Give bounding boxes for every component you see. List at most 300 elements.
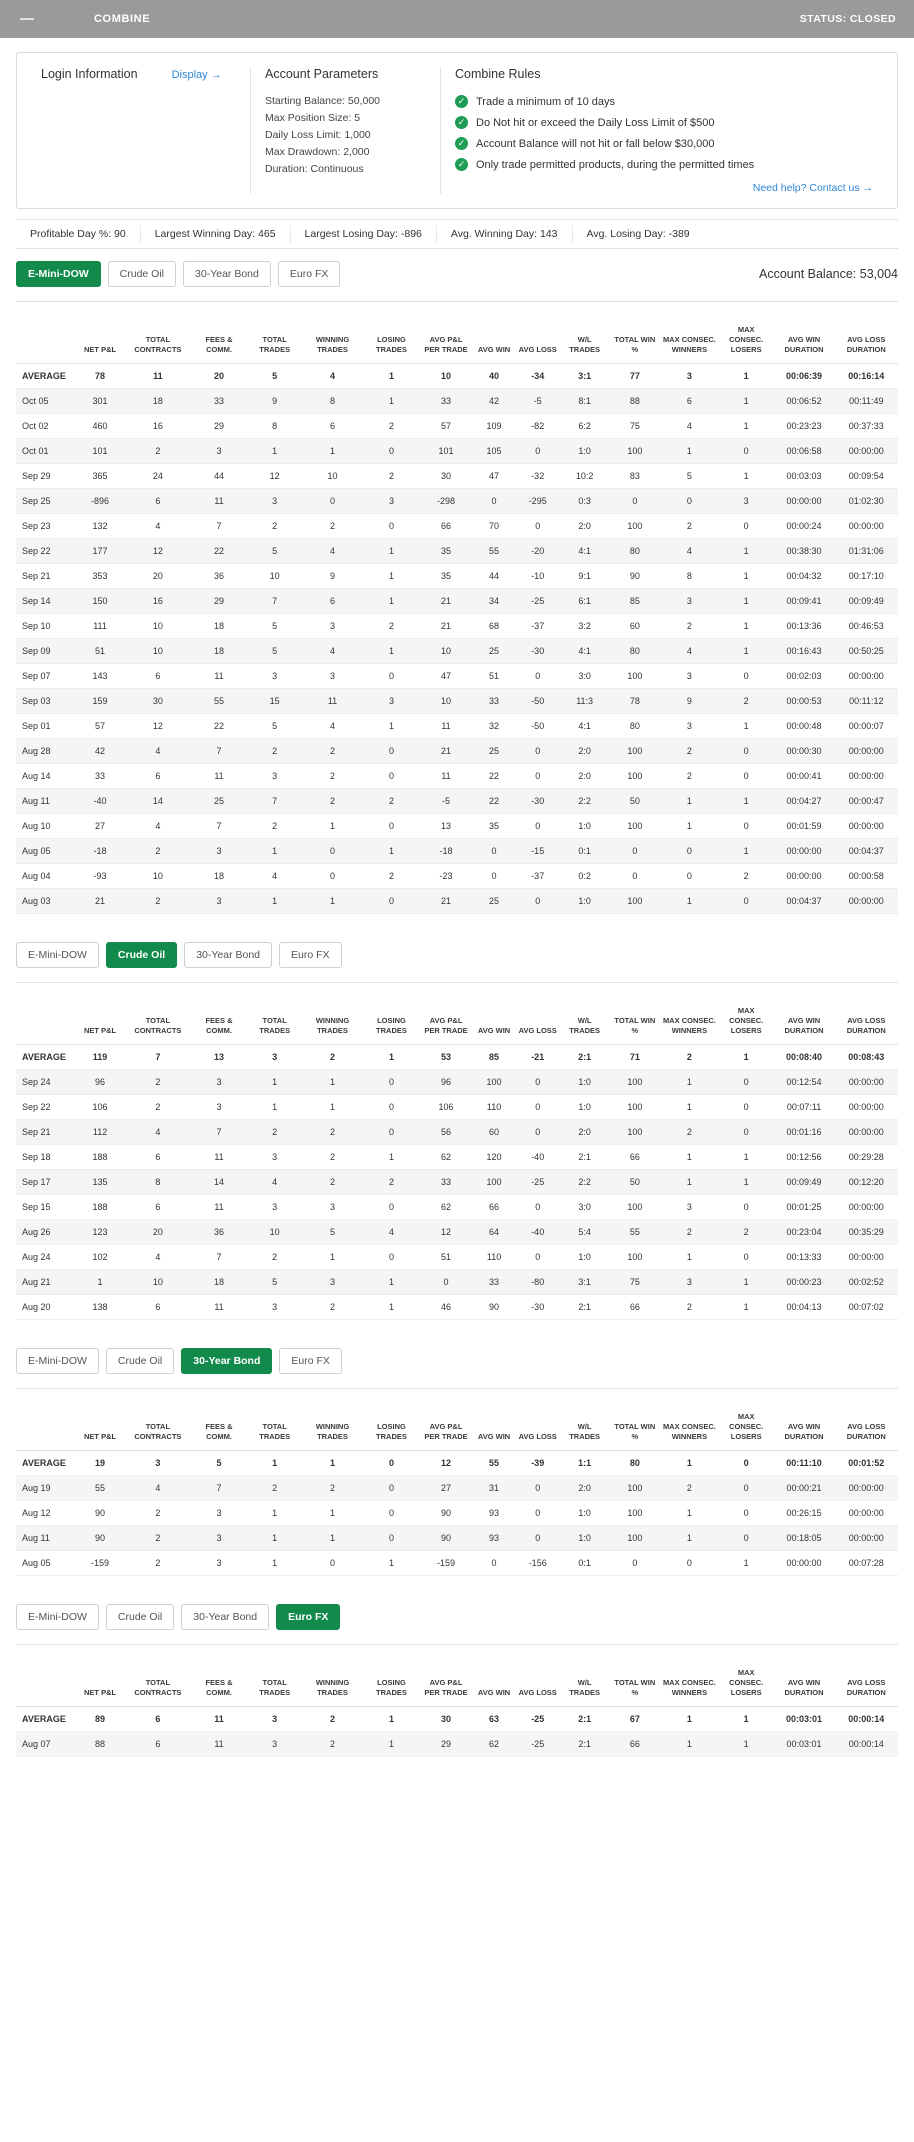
row-label: Aug 05 — [16, 839, 75, 864]
product-tab-row — [16, 1604, 898, 1630]
tab-euro-fx[interactable]: Euro FX — [279, 942, 342, 968]
table-cell: 00:04:27 — [773, 789, 834, 814]
table-cell: 18 — [191, 639, 248, 664]
table-cell: 85 — [610, 589, 660, 614]
table-cell: 83 — [610, 464, 660, 489]
tab-e-mini-dow[interactable]: E-Mini-DOW — [16, 261, 101, 287]
table-cell: 11 — [191, 489, 248, 514]
column-header: NET P&L — [75, 983, 125, 1045]
table-row — [16, 814, 898, 839]
table-cell: 10:2 — [560, 464, 610, 489]
table-cell: 90 — [75, 1526, 125, 1551]
tab-crude-oil[interactable]: Crude Oil — [108, 261, 176, 287]
table-cell: 66 — [420, 514, 472, 539]
table-cell: 0 — [610, 489, 660, 514]
table-cell: 01:31:06 — [835, 539, 898, 564]
column-header: TOTAL CONTRACTS — [125, 1645, 190, 1707]
table-cell: 31 — [472, 1476, 516, 1501]
table-cell: 0 — [363, 1451, 420, 1476]
table-cell: 1 — [660, 814, 719, 839]
table-row — [16, 489, 898, 514]
table-cell: 00:00:14 — [835, 1707, 898, 1732]
table-cell: 100 — [610, 1195, 660, 1220]
table-cell: 1 — [363, 639, 420, 664]
table-cell: 00:07:02 — [835, 1295, 898, 1320]
table-row — [16, 564, 898, 589]
table-cell: 00:16:43 — [773, 639, 834, 664]
table-cell: 44 — [472, 564, 516, 589]
table-cell: 1 — [719, 539, 774, 564]
table-cell: 3 — [191, 839, 248, 864]
tab-euro-fx[interactable]: Euro FX — [279, 1348, 342, 1374]
table-cell: 7 — [247, 589, 302, 614]
table-cell: 123 — [75, 1220, 125, 1245]
column-header: TOTAL TRADES — [247, 983, 302, 1045]
table-cell: 6 — [125, 1707, 190, 1732]
table-cell: 10 — [125, 639, 190, 664]
table-cell: 110 — [472, 1095, 516, 1120]
table-cell: 2 — [719, 1220, 774, 1245]
row-label: Oct 05 — [16, 389, 75, 414]
table-cell: 00:00:00 — [835, 664, 898, 689]
table-cell: 0:3 — [560, 489, 610, 514]
row-label: Sep 23 — [16, 514, 75, 539]
table-cell: 101 — [420, 439, 472, 464]
table-cell: 4 — [125, 1245, 190, 1270]
column-header: NET P&L — [75, 1645, 125, 1707]
column-header: WINNING TRADES — [302, 983, 363, 1045]
table-cell: 7 — [191, 514, 248, 539]
table-cell: 22 — [472, 789, 516, 814]
table-cell: -159 — [420, 1551, 472, 1576]
table-cell: 12 — [420, 1220, 472, 1245]
column-header: TOTAL WIN % — [610, 983, 660, 1045]
table-cell: -34 — [516, 364, 560, 389]
display-link[interactable]: Display → — [171, 69, 222, 81]
table-cell: 10 — [420, 364, 472, 389]
tab-e-mini-dow[interactable]: E-Mini-DOW — [16, 942, 99, 968]
table-cell: 0 — [302, 489, 363, 514]
table-cell: 12 — [125, 539, 190, 564]
table-cell: -18 — [75, 839, 125, 864]
rule-text: Only trade permitted products, during the permitted times — [476, 159, 755, 171]
table-cell: 00:00:53 — [773, 689, 834, 714]
table-cell: -30 — [516, 789, 560, 814]
table-row — [16, 1095, 898, 1120]
table-cell: 6 — [125, 1732, 190, 1757]
table-cell: 0 — [472, 1551, 516, 1576]
table-cell: 5 — [302, 1220, 363, 1245]
table-cell: 0 — [516, 889, 560, 914]
table-cell: 00:03:03 — [773, 464, 834, 489]
table-cell: -10 — [516, 564, 560, 589]
table-cell: 1 — [660, 1070, 719, 1095]
table-cell: 100 — [610, 514, 660, 539]
account-parameters-column — [251, 67, 441, 194]
table-cell: -5 — [516, 389, 560, 414]
page-title: COMBINE — [94, 13, 151, 25]
table-cell: 30 — [420, 464, 472, 489]
row-label: Aug 07 — [16, 1732, 75, 1757]
table-cell: 20 — [125, 1220, 190, 1245]
table-row — [16, 764, 898, 789]
table-row — [16, 1120, 898, 1145]
table-cell: 00:01:25 — [773, 1195, 834, 1220]
table-cell: 00:06:52 — [773, 389, 834, 414]
table-cell: 13 — [420, 814, 472, 839]
contact-us-link[interactable]: Need help? Contact us → — [752, 182, 873, 194]
account-parameter-line: Max Drawdown: 2,000 — [265, 146, 370, 158]
table-cell: 150 — [75, 589, 125, 614]
table-cell: 100 — [610, 1476, 660, 1501]
table-cell: 5 — [247, 1270, 302, 1295]
table-row — [16, 714, 898, 739]
table-cell: 4 — [125, 739, 190, 764]
table-cell: 177 — [75, 539, 125, 564]
table-cell: 0 — [719, 1245, 774, 1270]
table-cell: 2:0 — [560, 764, 610, 789]
table-cell: 3 — [247, 1707, 302, 1732]
table-cell: 1:0 — [560, 1245, 610, 1270]
table-cell: 55 — [610, 1220, 660, 1245]
table-cell: 18 — [125, 389, 190, 414]
rule-item — [455, 135, 873, 153]
table-cell: 0 — [719, 1526, 774, 1551]
table-cell: 2 — [660, 1220, 719, 1245]
table-cell: 55 — [472, 539, 516, 564]
table-cell: 1 — [302, 1501, 363, 1526]
table-cell: 21 — [420, 889, 472, 914]
column-header: TOTAL WIN % — [610, 302, 660, 364]
table-row — [16, 1145, 898, 1170]
table-cell: 138 — [75, 1295, 125, 1320]
tab-e-mini-dow[interactable]: E-Mini-DOW — [16, 1604, 99, 1630]
table-cell: 7 — [191, 814, 248, 839]
table-cell: 11 — [191, 1732, 248, 1757]
column-header: W/L TRADES — [560, 302, 610, 364]
table-cell: 00:03:01 — [773, 1707, 834, 1732]
stat-avg-winning-day: Avg. Winning Day: 143 — [437, 225, 573, 243]
table-cell: 110 — [472, 1245, 516, 1270]
table-cell: 0 — [516, 1070, 560, 1095]
row-label: Aug 12 — [16, 1501, 75, 1526]
row-label: Sep 14 — [16, 589, 75, 614]
column-header: AVG WIN DURATION — [773, 983, 834, 1045]
check-circle-icon: ✓ — [455, 158, 468, 171]
table-cell: 3 — [191, 439, 248, 464]
table-cell: 1 — [660, 1526, 719, 1551]
table-cell: 1 — [247, 889, 302, 914]
table-cell: 1 — [302, 439, 363, 464]
table-cell: 0 — [719, 1195, 774, 1220]
table-cell: 0 — [363, 739, 420, 764]
table-cell: 90 — [420, 1501, 472, 1526]
table-cell: 2 — [302, 1170, 363, 1195]
table-cell: 100 — [610, 814, 660, 839]
column-header: AVG LOSS — [516, 302, 560, 364]
table-cell: 1 — [719, 389, 774, 414]
combine-rules-column — [441, 67, 887, 194]
table-cell: 00:04:32 — [773, 564, 834, 589]
column-header: FEES & COMM. — [191, 1389, 248, 1451]
table-cell: 75 — [610, 414, 660, 439]
row-label: Sep 10 — [16, 614, 75, 639]
summary-stats-strip — [16, 219, 898, 249]
table-cell: 56 — [420, 1120, 472, 1145]
table-cell: 3 — [363, 689, 420, 714]
table-cell: 1 — [363, 539, 420, 564]
row-label: Sep 29 — [16, 464, 75, 489]
table-cell: 119 — [75, 1045, 125, 1070]
table-cell: 2 — [660, 1045, 719, 1070]
table-cell: 1 — [247, 1551, 302, 1576]
table-cell: 132 — [75, 514, 125, 539]
table-cell: 2 — [125, 1070, 190, 1095]
tab-e-mini-dow[interactable]: E-Mini-DOW — [16, 1348, 99, 1374]
table-cell: 00:02:03 — [773, 664, 834, 689]
table-cell: 100 — [472, 1070, 516, 1095]
tab-crude-oil[interactable]: Crude Oil — [106, 1348, 174, 1374]
table-cell: 30 — [125, 689, 190, 714]
column-header: FEES & COMM. — [191, 983, 248, 1045]
account-balance: Account Balance: 53,004 — [759, 267, 898, 281]
column-header: AVG WIN DURATION — [773, 1645, 834, 1707]
table-cell: 11 — [420, 764, 472, 789]
column-header: LOSING TRADES — [363, 1389, 420, 1451]
table-cell: 66 — [610, 1145, 660, 1170]
column-header: TOTAL WIN % — [610, 1645, 660, 1707]
column-header: AVG P&L PER TRADE — [420, 1645, 472, 1707]
table-cell: 00:01:16 — [773, 1120, 834, 1145]
table-cell: 1 — [363, 1295, 420, 1320]
table-cell: 16 — [125, 589, 190, 614]
table-cell: 2 — [125, 1095, 190, 1120]
table-row — [16, 389, 898, 414]
table-cell: 15 — [247, 689, 302, 714]
column-header — [16, 1645, 75, 1707]
table-cell: 6:2 — [560, 414, 610, 439]
table-cell: 1:0 — [560, 1070, 610, 1095]
table-cell: 29 — [191, 589, 248, 614]
table-cell: 3 — [247, 764, 302, 789]
table-cell: 5:4 — [560, 1220, 610, 1245]
table-row — [16, 1245, 898, 1270]
table-cell: 00:13:36 — [773, 614, 834, 639]
column-header: AVG LOSS DURATION — [835, 1389, 898, 1451]
table-row-average — [16, 1707, 898, 1732]
table-cell: 8:1 — [560, 389, 610, 414]
table-cell: 88 — [75, 1732, 125, 1757]
table-cell: 10 — [247, 1220, 302, 1245]
tab-30-year-bond[interactable]: 30-Year Bond — [183, 261, 271, 287]
table-cell: 00:23:04 — [773, 1220, 834, 1245]
table-cell: 100 — [610, 439, 660, 464]
table-cell: 2:1 — [560, 1295, 610, 1320]
table-cell: 00:26:15 — [773, 1501, 834, 1526]
table-cell: 50 — [610, 789, 660, 814]
table-cell: 3 — [247, 489, 302, 514]
table-cell: 2 — [125, 1526, 190, 1551]
table-cell: 109 — [472, 414, 516, 439]
table-cell: 00:00:00 — [835, 1476, 898, 1501]
table-cell: 19 — [75, 1451, 125, 1476]
column-header: TOTAL TRADES — [247, 302, 302, 364]
check-circle-icon: ✓ — [455, 137, 468, 150]
table-cell: -23 — [420, 864, 472, 889]
table-cell: 57 — [75, 714, 125, 739]
column-header: W/L TRADES — [560, 1645, 610, 1707]
table-cell: 2 — [363, 1170, 420, 1195]
table-cell: 1 — [719, 1732, 774, 1757]
table-cell: 3 — [191, 1095, 248, 1120]
table-cell: 00:00:48 — [773, 714, 834, 739]
tab-30-year-bond[interactable]: 30-Year Bond — [181, 1604, 269, 1630]
table-row-average — [16, 1045, 898, 1070]
row-label: Sep 22 — [16, 539, 75, 564]
table-cell: -295 — [516, 489, 560, 514]
table-cell: 16 — [125, 414, 190, 439]
table-cell: 1 — [660, 439, 719, 464]
table-cell: 0 — [420, 1270, 472, 1295]
table-cell: 0 — [472, 864, 516, 889]
table-cell: 2 — [247, 1120, 302, 1145]
table-cell: 80 — [610, 639, 660, 664]
column-header: LOSING TRADES — [363, 302, 420, 364]
table-cell: 2 — [302, 739, 363, 764]
table-cell: 2 — [660, 739, 719, 764]
table-cell: 2 — [247, 514, 302, 539]
column-header: AVG P&L PER TRADE — [420, 983, 472, 1045]
column-header: LOSING TRADES — [363, 1645, 420, 1707]
table-cell: 8 — [125, 1170, 190, 1195]
table-cell: 00:50:25 — [835, 639, 898, 664]
table-cell: 1 — [719, 1295, 774, 1320]
tab-euro-fx[interactable]: Euro FX — [278, 261, 341, 287]
tab-crude-oil[interactable]: Crude Oil — [106, 1604, 174, 1630]
section-spacer — [0, 1576, 914, 1592]
table-cell: 1 — [719, 1551, 774, 1576]
table-cell: 8 — [247, 414, 302, 439]
table-cell: 1 — [247, 1095, 302, 1120]
table-cell: 2 — [247, 1476, 302, 1501]
table-row — [16, 689, 898, 714]
table-cell: 100 — [472, 1170, 516, 1195]
table-cell: 80 — [610, 714, 660, 739]
column-header: NET P&L — [75, 302, 125, 364]
tab-30-year-bond[interactable]: 30-Year Bond — [184, 942, 272, 968]
table-row — [16, 864, 898, 889]
table-cell: 00:00:00 — [835, 514, 898, 539]
table-cell: 3:1 — [560, 1270, 610, 1295]
table-cell: -30 — [516, 639, 560, 664]
table-header-row — [16, 1389, 898, 1451]
column-header: W/L TRADES — [560, 983, 610, 1045]
stat-profitable-day-pct: Profitable Day %: 90 — [16, 225, 141, 243]
table-cell: 2:0 — [560, 514, 610, 539]
table-cell: 93 — [472, 1501, 516, 1526]
table-cell: 1 — [719, 1270, 774, 1295]
table-cell: 1 — [363, 1045, 420, 1070]
table-cell: 00:00:07 — [835, 714, 898, 739]
table-cell: 3 — [302, 614, 363, 639]
table-row-average — [16, 1451, 898, 1476]
table-cell: 0 — [363, 1070, 420, 1095]
table-cell: 1 — [247, 1070, 302, 1095]
table-cell: 3 — [247, 1045, 302, 1070]
table-cell: 0 — [516, 1245, 560, 1270]
table-row — [16, 639, 898, 664]
table-cell: 2:1 — [560, 1045, 610, 1070]
table-cell: 80 — [610, 1451, 660, 1476]
table-cell: 1 — [719, 1045, 774, 1070]
column-header: LOSING TRADES — [363, 983, 420, 1045]
table-cell: 9 — [247, 389, 302, 414]
table-cell: 10 — [247, 564, 302, 589]
table-cell: 1 — [719, 714, 774, 739]
table-cell: 1 — [719, 614, 774, 639]
table-cell: 33 — [420, 389, 472, 414]
tab-crude-oil[interactable]: Crude Oil — [106, 942, 177, 968]
table-cell: 1 — [363, 714, 420, 739]
table-cell: 78 — [75, 364, 125, 389]
column-header: MAX CONSEC. LOSERS — [719, 302, 774, 364]
table-cell: 00:12:54 — [773, 1070, 834, 1095]
table-cell: 00:00:21 — [773, 1476, 834, 1501]
table-row — [16, 1070, 898, 1095]
table-cell: -15 — [516, 839, 560, 864]
table-cell: 33 — [472, 689, 516, 714]
table-cell: 11 — [302, 689, 363, 714]
tab-euro-fx[interactable]: Euro FX — [276, 1604, 340, 1630]
table-cell: 1 — [719, 639, 774, 664]
rule-item — [455, 156, 873, 174]
table-cell: 2 — [719, 864, 774, 889]
table-cell: -25 — [516, 589, 560, 614]
table-cell: 105 — [472, 439, 516, 464]
table-row — [16, 1551, 898, 1576]
table-cell: -40 — [516, 1220, 560, 1245]
table-cell: 90 — [420, 1526, 472, 1551]
tab-30-year-bond[interactable]: 30-Year Bond — [181, 1348, 272, 1374]
table-cell: 1 — [302, 1526, 363, 1551]
table-cell: 100 — [610, 1245, 660, 1270]
product-tab-row — [16, 1348, 898, 1374]
table-cell: 00:01:59 — [773, 814, 834, 839]
column-header: WINNING TRADES — [302, 1645, 363, 1707]
table-cell: 00:00:00 — [835, 1245, 898, 1270]
table-cell: 135 — [75, 1170, 125, 1195]
section-spacer — [0, 1320, 914, 1336]
back-arrow-icon[interactable] — [18, 10, 36, 28]
table-cell: 3 — [125, 1451, 190, 1476]
table-row — [16, 664, 898, 689]
account-parameter-line: Starting Balance: 50,000 — [265, 95, 380, 107]
table-cell: 2 — [302, 1295, 363, 1320]
table-cell: 4 — [125, 514, 190, 539]
table-cell: 0 — [516, 764, 560, 789]
table-row — [16, 1270, 898, 1295]
table-cell: 1 — [719, 839, 774, 864]
table-cell: 4 — [302, 364, 363, 389]
table-cell: 0 — [610, 839, 660, 864]
table-cell: 00:11:12 — [835, 689, 898, 714]
column-header: W/L TRADES — [560, 1389, 610, 1451]
table-cell: 10 — [420, 689, 472, 714]
stats-table — [16, 1644, 898, 1757]
table-cell: 2 — [660, 1120, 719, 1145]
table-cell: 4 — [363, 1220, 420, 1245]
table-cell: 33 — [191, 389, 248, 414]
